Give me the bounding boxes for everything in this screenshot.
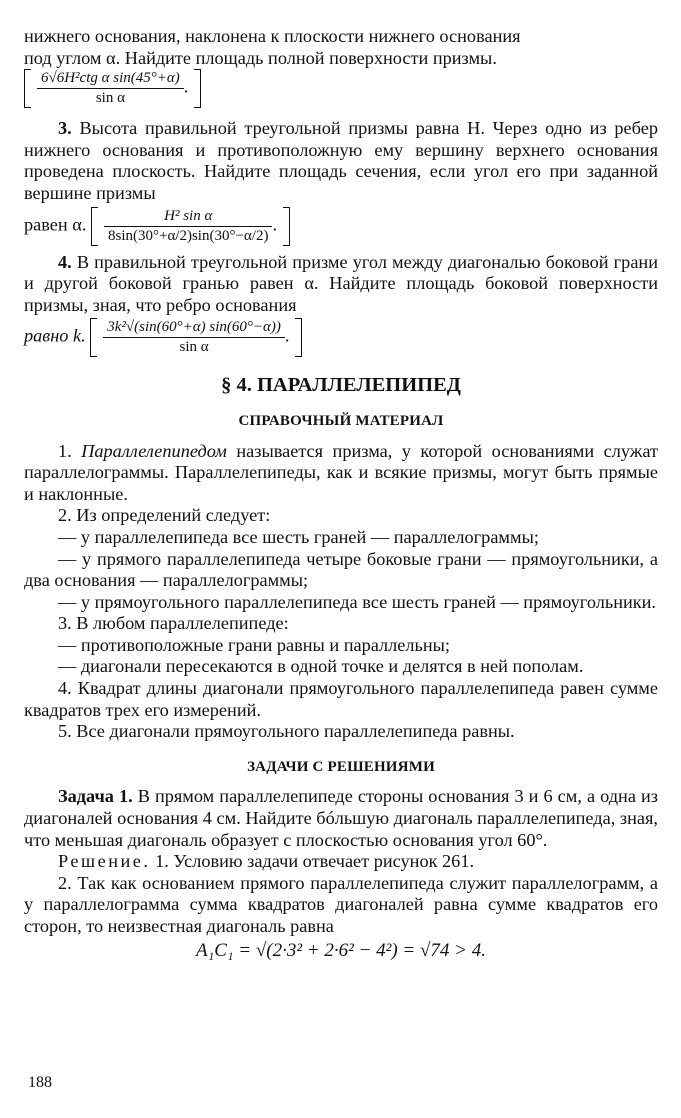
solution-label: Решение. xyxy=(58,851,151,872)
answer-block xyxy=(24,318,658,357)
reference-paragraph: 5. Все диагонали прямоугольного параллелепипеда равны. xyxy=(58,721,515,742)
task-paragraph xyxy=(24,252,658,317)
task-tail: равно k. xyxy=(24,326,86,347)
subsection-title: ЗАДАЧИ С РЕШЕНИЯМИ xyxy=(247,758,435,775)
text-line: под углом α. Найдите площадь полной поверхности призмы. xyxy=(24,47,497,68)
page-number: 188 xyxy=(28,1074,52,1091)
answer-fraction xyxy=(103,318,285,357)
solution-line xyxy=(24,851,658,873)
formula: A₁C₁ = √(2·3² + 2·6² − 4²) = √74 > 4. xyxy=(196,939,486,961)
reference-bullet: — диагонали пересекаются в одной точке и делятся в ней пополам. xyxy=(58,656,584,677)
item-number: 1. xyxy=(58,440,72,461)
task-text: Высота правильной треугольной призмы равна H. Через одно из ребер нижнего основания и противоположную ему вершину верхнего основания проведена плоскость. Найдите площадь сечения, если угол его при заданной вершине призмы xyxy=(24,118,658,203)
task-number: 3. xyxy=(58,118,72,139)
answer-block xyxy=(24,69,658,108)
fraction-numerator: 6√6H²ctg α sin(45°+α) xyxy=(37,69,184,89)
task-paragraph xyxy=(24,118,658,204)
text-line: нижнего основания, наклонена к плоскости нижнего основания xyxy=(24,26,521,46)
definition-text: называется призма, у которой основаниями служат параллелограммы. Параллелепипеды, как и всякие призмы, могут быть прямые и наклонные. xyxy=(24,440,658,504)
solution-text: 1. Условию задачи отвечает рисунок 261. xyxy=(155,851,475,872)
problem-label: Задача 1. xyxy=(58,786,133,807)
reference-bullet: — противоположные грани равны и параллельны; xyxy=(58,634,451,655)
problem-text: В прямом параллелепипеде стороны основания 3 и 6 см, а одна из диагоналей основания 4 см. Найдите бóльшую диагональ параллелепипеда, зная, что меньшая диагональ образует с плоскостью основания угол 60°. xyxy=(24,786,658,850)
solution-paragraph: 2. Так как основанием прямого параллелепипеда служит параллелограмм, а у параллелограмма сумма квадратов диагоналей равна сумме квадратов его сторон, то неизвестная диагональ равна xyxy=(24,872,658,936)
answer-bracket: $\frac{\text{6√6H²ctg α sin(45°+α)}}{\text{sin α}}$ . xyxy=(24,69,201,108)
task-number: 4. xyxy=(58,251,72,272)
answer-block xyxy=(24,207,658,246)
task-tail: равен α. xyxy=(24,214,87,235)
fraction-numerator: 3k²√(sin(60°+α) sin(60°−α)) xyxy=(103,318,285,338)
reference-bullet: — у параллелепипеда все шесть граней — параллелограммы; xyxy=(58,526,539,547)
task-text: В правильной треугольной призме угол между диагональю боковой грани и другой боковой гранью равен α. Найдите площадь боковой поверхности призмы, зная, что ребро основания xyxy=(24,251,658,315)
reference-bullet: — у прямоугольного параллелепипеда все шесть граней — прямоугольники. xyxy=(58,591,656,612)
page-content xyxy=(24,26,658,961)
reference-paragraph: 4. Квадрат длины диагонали прямоугольного параллелепипеда равен сумме квадратов трех его измерений. xyxy=(24,678,658,720)
problem-statement xyxy=(24,786,658,851)
fraction-denominator: sin α xyxy=(179,339,209,356)
defined-term: Параллелепипедом xyxy=(81,440,227,461)
reference-paragraph xyxy=(24,441,658,506)
section-title: § 4. ПАРАЛЛЕЛЕПИПЕД xyxy=(221,374,461,397)
answer-bracket: $\frac{\text{3k²√(sin(60°+α) sin(60°−α))}}{\text{sin α}}$ . xyxy=(90,318,302,357)
reference-bullet: — у прямого параллелепипеда четыре боковые грани — прямоугольники, а два основания — параллелограммы; xyxy=(24,548,658,591)
fraction-numerator: H² sin α xyxy=(104,207,272,227)
fraction-denominator: sin α xyxy=(95,90,125,107)
reference-paragraph: 3. В любом параллелепипеде: xyxy=(58,613,289,634)
answer-fraction xyxy=(104,207,272,246)
answer-bracket: $\frac{\text{H² sin α}}{8\sin(30^\circ+\alpha/2)\sin(30^\circ-\alpha/2)}$ . xyxy=(91,207,290,246)
answer-fraction xyxy=(37,69,184,108)
fraction-denominator: 8sin(30°+α/2)sin(30°−α/2) xyxy=(107,227,269,244)
subsection-title: СПРАВОЧНЫЙ МАТЕРИАЛ xyxy=(238,412,444,429)
reference-paragraph: 2. Из определений следует: xyxy=(58,505,271,526)
